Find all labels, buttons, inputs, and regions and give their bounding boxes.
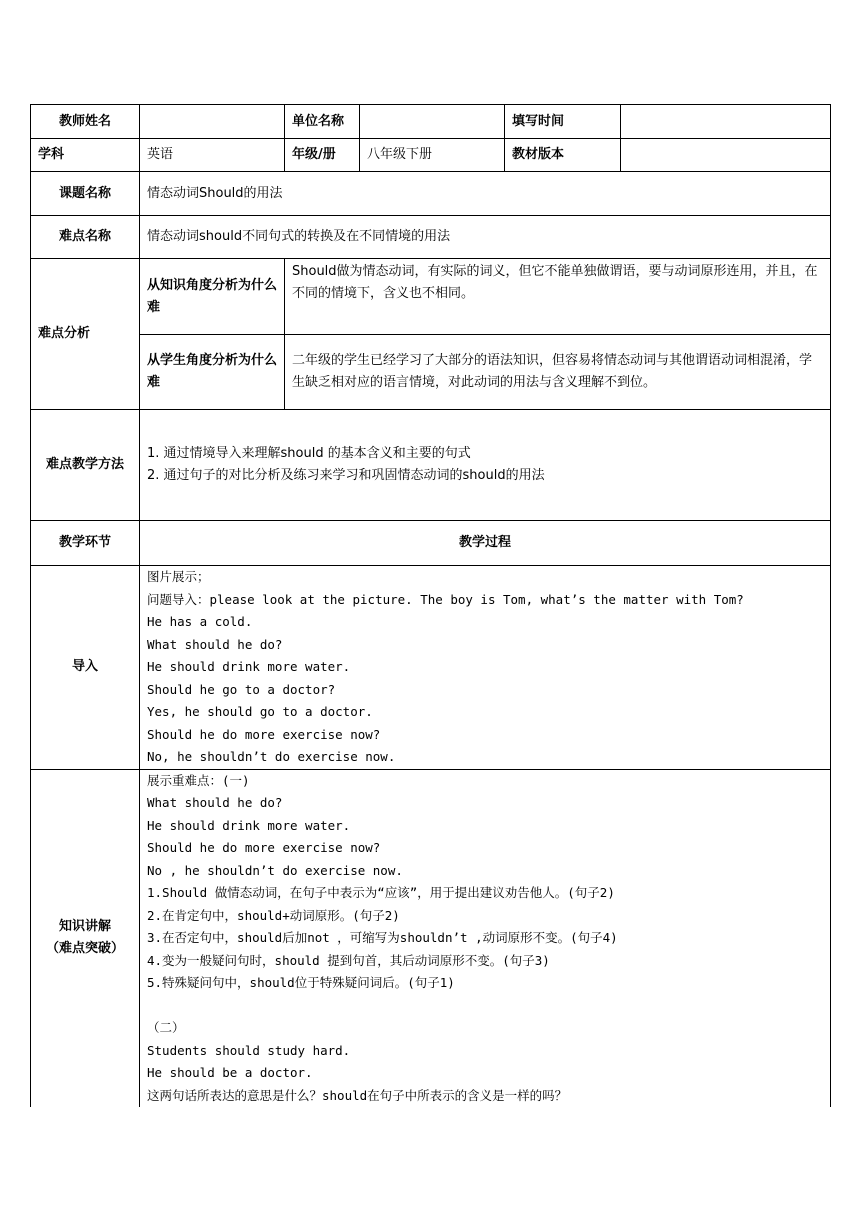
analysis-student-row bbox=[31, 335, 831, 410]
analysis-knowledge-row bbox=[31, 259, 831, 335]
knowledge-line: Students should study hard. bbox=[147, 1042, 351, 1058]
topic-row bbox=[31, 172, 831, 216]
intro-line: 问题导入：please look at the picture. The boy is Tom, what’s the matter with Tom? bbox=[147, 591, 744, 607]
intro-line: Should he go to a doctor? bbox=[147, 681, 336, 697]
knowledge-label-line2: （难点突破） bbox=[45, 941, 124, 957]
knowledge-label-line1: 知识讲解 bbox=[58, 919, 111, 935]
header-row-1 bbox=[31, 105, 831, 139]
teacher-name-value bbox=[140, 105, 285, 139]
knowledge-row bbox=[31, 769, 831, 1107]
intro-line: No, he shouldn’t do exercise now. bbox=[147, 749, 396, 764]
textbook-value bbox=[621, 139, 831, 172]
process-header-row bbox=[31, 521, 831, 566]
method-item: 2. 通过句子的对比分析及练习来学习和巩固情态动词的should的用法 bbox=[147, 468, 545, 483]
topic-value: 情态动词Should的用法 bbox=[140, 172, 831, 216]
grade-value: 八年级下册 bbox=[360, 139, 505, 172]
subject-label: 学科 bbox=[31, 139, 140, 172]
lesson-plan-table bbox=[30, 104, 831, 1107]
method-row bbox=[31, 410, 831, 521]
difficulty-label: 难点名称 bbox=[31, 216, 140, 259]
knowledge-line: 3.在否定句中，should后加not ，可缩写为shouldn’t ,动词原形不变。(句子4) bbox=[147, 930, 618, 945]
intro-line: What should he do? bbox=[147, 636, 283, 652]
intro-line: He has a cold. bbox=[147, 614, 253, 629]
knowledge-line: What should he do? bbox=[147, 795, 283, 810]
difficulty-row bbox=[31, 216, 831, 259]
fill-time-label: 填写时间 bbox=[505, 105, 621, 139]
header-row-2 bbox=[31, 139, 831, 172]
intro-line: Should he do more exercise now? bbox=[147, 726, 381, 742]
method-list bbox=[140, 410, 831, 521]
knowledge-label bbox=[31, 769, 140, 1107]
knowledge-line: He should drink more water. bbox=[147, 817, 351, 833]
stage-header: 教学环节 bbox=[31, 521, 140, 566]
knowledge-line: 4.变为一般疑问句时，should 提到句首，其后动词原形不变。(句子3) bbox=[147, 952, 550, 968]
difficulty-value: 情态动词should不同句式的转换及在不同情境的用法 bbox=[140, 216, 831, 259]
knowledge-angle-text: Should做为情态动词，有实际的词义，但它不能单独做谓语，要与动词原形连用，并且，在不同的情境下，含义也不相同。 bbox=[285, 259, 831, 335]
student-angle-label: 从学生角度分析为什么难 bbox=[140, 335, 285, 410]
student-angle-text: 二年级的学生已经学习了大部分的语法知识，但容易将情态动词与其他谓语动词相混淆，学生缺乏相对应的语言情境，对此动词的用法与含义理解不到位。 bbox=[285, 335, 831, 410]
knowledge-line: He should be a doctor. bbox=[147, 1065, 313, 1080]
process-header: 教学过程 bbox=[140, 521, 831, 566]
unit-label: 单位名称 bbox=[285, 105, 360, 139]
grade-label: 年级/册 bbox=[285, 139, 360, 172]
fill-time-value bbox=[621, 105, 831, 139]
knowledge-line: No , he shouldn’t do exercise now. bbox=[147, 862, 403, 878]
knowledge-line: 1.Should 做情态动词，在句子中表示为“应该”，用于提出建议劝告他人。(句子2) bbox=[147, 885, 615, 900]
topic-label: 课题名称 bbox=[31, 172, 140, 216]
teacher-name-label: 教师姓名 bbox=[31, 105, 140, 139]
knowledge-line: 这两句话所表达的意思是什么？should在句子中所表示的含义是一样的吗？ bbox=[147, 1087, 568, 1103]
analysis-label: 难点分析 bbox=[31, 259, 140, 410]
method-item: 1. 通过情境导入来理解should 的基本含义和主要的句式 bbox=[147, 445, 471, 461]
knowledge-line: Should he do more exercise now? bbox=[147, 840, 381, 855]
knowledge-line: 2.在肯定句中，should+动词原形。(句子2) bbox=[147, 907, 400, 923]
subject-value: 英语 bbox=[140, 139, 285, 172]
intro-line: He should drink more water. bbox=[147, 659, 351, 674]
knowledge-line: （二） bbox=[147, 1020, 185, 1035]
intro-row bbox=[31, 566, 831, 770]
intro-content bbox=[140, 566, 831, 770]
knowledge-line: 5.特殊疑问句中，should位于特殊疑问词后。(句子1) bbox=[147, 975, 455, 990]
intro-label: 导入 bbox=[31, 566, 140, 770]
knowledge-line: 展示重难点：(一) bbox=[147, 772, 250, 788]
intro-line: 图片展示； bbox=[147, 569, 210, 584]
method-label: 难点教学方法 bbox=[31, 410, 140, 521]
textbook-label: 教材版本 bbox=[505, 139, 621, 172]
knowledge-line bbox=[147, 995, 823, 1018]
unit-value bbox=[360, 105, 505, 139]
knowledge-angle-label: 从知识角度分析为什么难 bbox=[140, 259, 285, 335]
knowledge-content bbox=[140, 769, 831, 1107]
intro-line: Yes, he should go to a doctor. bbox=[147, 704, 373, 719]
